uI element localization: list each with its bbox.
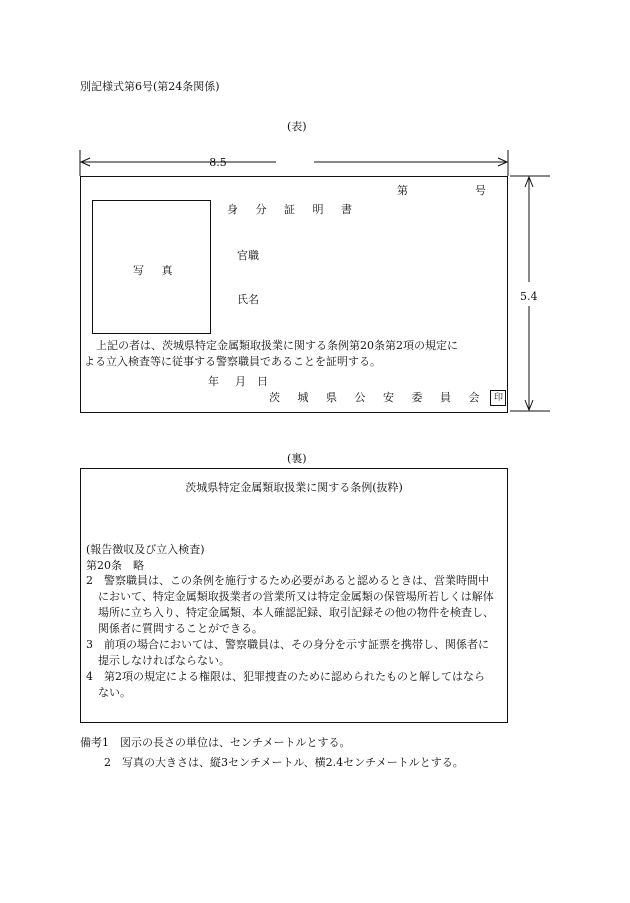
date-year: 年 bbox=[208, 375, 219, 388]
note-2: 2 写真の大きさは、縦3センチメートル、横2.4センチメートルとする。 bbox=[104, 756, 464, 769]
statement-line-2: よる立入検査等に従事する警察職員であることを証明する。 bbox=[84, 355, 381, 368]
statement-line-1: 上記の者は、茨城県特定金属類取扱業に関する条例第20条第2項の規定に bbox=[96, 339, 458, 352]
issuer-name: 茨 城 県 公 安 委 員 会 bbox=[269, 391, 487, 404]
height-dimension-value: 5.4 bbox=[520, 290, 538, 303]
card-title: 身 分 証 明 書 bbox=[227, 203, 359, 216]
front-label: (表) bbox=[287, 120, 307, 133]
date-day: 日 bbox=[257, 375, 268, 388]
seal-stamp: 印 bbox=[490, 390, 506, 406]
back-title: 茨城県特定金属類取扱業に関する条例(抜粋) bbox=[185, 481, 403, 494]
position-label: 官職 bbox=[237, 249, 259, 262]
front-card bbox=[80, 176, 508, 413]
photo-box bbox=[92, 200, 211, 334]
date-month: 月 bbox=[235, 375, 246, 388]
back-card bbox=[80, 468, 508, 723]
width-dimension-value: 8.5 bbox=[209, 156, 227, 169]
back-item-3: 3 前項の場合においては、警察職員は、その身分を示す証票を携帯し、関係者に提示しなければならない。 bbox=[86, 638, 489, 667]
issuer-line bbox=[269, 389, 506, 406]
back-heading: (報告徴収及び立入検査) bbox=[86, 543, 205, 556]
width-dimension-arrow bbox=[78, 150, 510, 176]
back-items bbox=[86, 573, 494, 701]
back-item-2: 2 警察職員は、この条例を施行するため必要があると認めるときは、営業時間中において、特定金属類取扱業者の営業所又は特定金属類の保管場所若しくは解体場所に立ち入り、特定金属類、本人確認記録、取引記録その他の物件を検査し、関係者に質問することができる。 bbox=[86, 574, 494, 635]
back-article: 第20条 略 bbox=[86, 559, 144, 572]
back-label: (裏) bbox=[287, 452, 307, 465]
number-suffix: 号 bbox=[475, 184, 486, 197]
note-1: 備考1 図示の長さの単位は、センチメートルとする。 bbox=[80, 736, 351, 749]
back-item-4: 4 第2項の規定による権限は、犯罪捜査のために認められたものと解してはならない。 bbox=[86, 670, 485, 699]
name-label: 氏名 bbox=[237, 293, 259, 306]
photo-label: 写 真 bbox=[133, 264, 180, 277]
number-label: 第 bbox=[397, 184, 408, 197]
form-title: 別記様式第6号(第24条関係) bbox=[80, 80, 220, 93]
